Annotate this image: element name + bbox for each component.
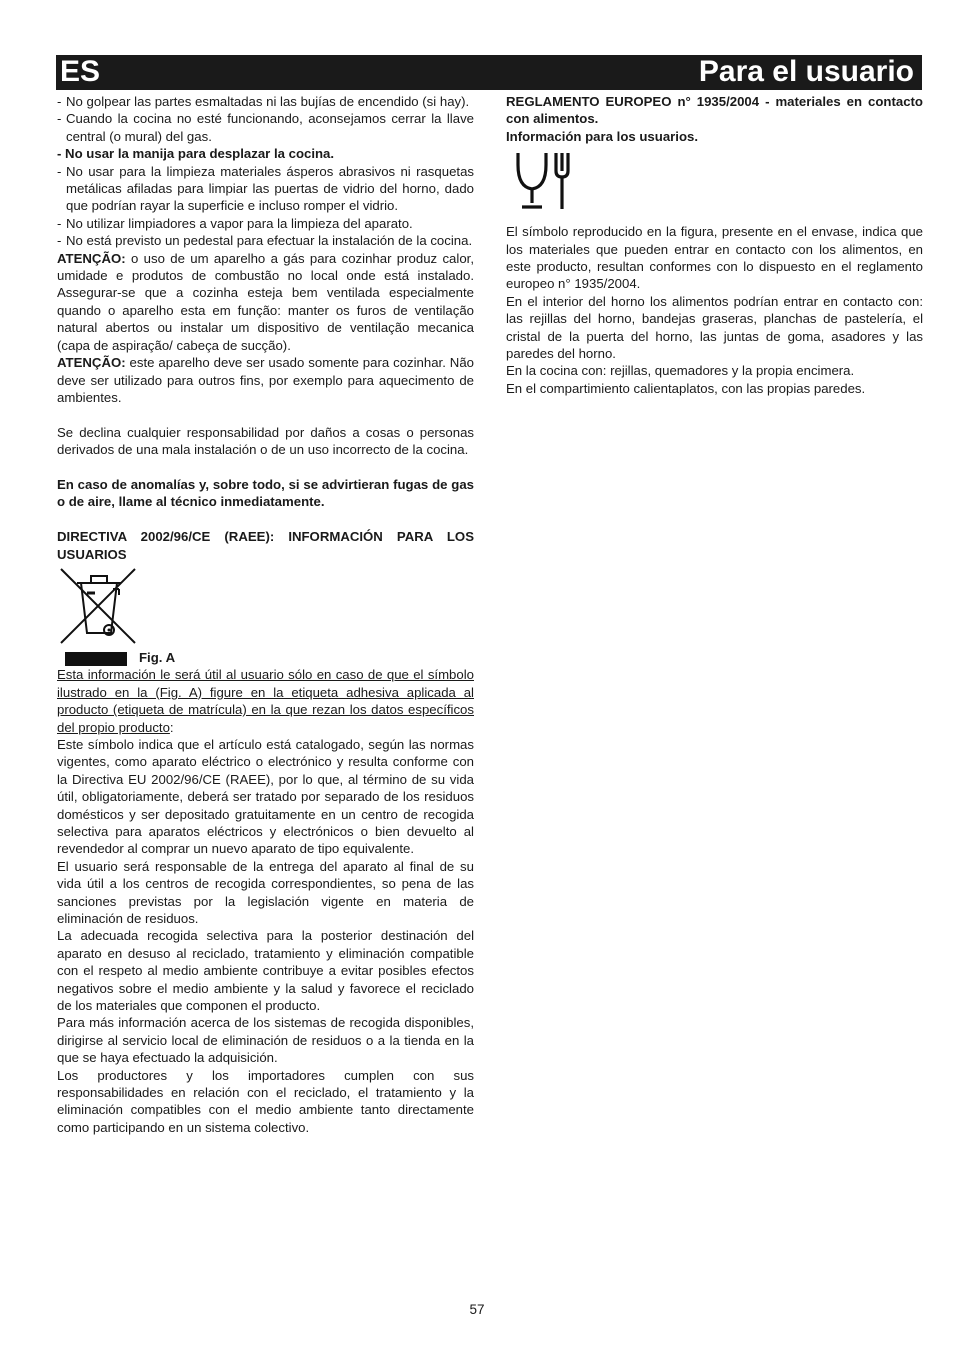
- atencao-label: ATENÇÃO:: [57, 250, 126, 266]
- body-paragraph: Los productores y los importadores cumplen con sus responsabilidades en relación con el reciclado, el tratamiento y la eliminación compatibles con el medio ambiente tanto directamente como participando en un sistema colectivo.: [57, 1067, 474, 1135]
- regulation-title: REGLAMENTO EUROPEO n° 1935/2004 - materiales en contacto con alimentos.: [506, 94, 923, 127]
- language-code: ES: [60, 55, 101, 88]
- list-item: - No utilizar limpiadores a vapor para la limpieza del aparato.: [57, 215, 474, 232]
- atencao-label: ATENÇÃO:: [57, 355, 126, 371]
- atencao-paragraph-2: [57, 354, 474, 406]
- body-paragraph: El símbolo reproducido en la figura, presente en el envase, indica que los materiales que pueden entrar en contacto con los alimentos, en este producto, resultan conformes con lo dispuesto en el reglamento europeo n° 1935/2004.: [506, 224, 923, 292]
- left-column: [57, 93, 474, 1136]
- body-paragraph: En el interior del horno los alimentos podrían entrar en contacto con: las rejillas del horno, bandejas graseras, planchas de pastelería, el cristal de la puerta del horno, las juntas de goma, asadores y las paredes del horno.: [506, 293, 923, 362]
- disclaimer-paragraph: Se declina cualquier responsabilidad por daños a cosas o personas derivados de una mala instalación o de un uso incorrecto de la cocina.: [57, 424, 474, 458]
- crossed-bin-icon: [59, 567, 139, 647]
- right-column: [506, 93, 923, 397]
- atencao-text: este aparelho deve ser usado somente para cozinhar. Não deve ser utilizado para outros fins, por exemplo para aquecimento de ambientes.: [57, 355, 474, 405]
- fig-a-caption: [57, 649, 474, 666]
- page-header: [56, 55, 922, 90]
- regulation-subtitle: Información para los usuarios.: [506, 128, 698, 144]
- black-bar-marker: [65, 652, 127, 666]
- body-paragraph: Para más información acerca de los sistemas de recogida disponibles, dirigirse al servicio local de eliminación de residuos o a la tienda en la que se haya efectuado la adquisición.: [57, 1015, 474, 1066]
- body-paragraph: En el compartimiento calientaplatos, con las propias paredes.: [506, 380, 866, 396]
- body-paragraph: Este símbolo indica que el artículo está catalogado, según las normas vigentes, como aparato eléctrico o electrónico y resulta conforme con la Directiva EU 2002/96/CE (RAEE), por lo que, al término de su vida útil, obligatoriamente, deberá ser tratado por separado de los residuos domésticos y ser depositado gratuitamente en un centro de recogida selectiva para aparatos eléctricos y electrónicos o bien devuelto al revendedor al comprar un nuevo aparato de tipo equivalente.: [57, 736, 474, 857]
- page-title: Para el usuario: [698, 55, 914, 88]
- list-item: - No golpear las partes esmaltadas ni las bujías de encendido (si hay).: [57, 93, 474, 110]
- body-paragraph: En la cocina con: rejillas, quemadores y la propia encimera.: [506, 363, 855, 379]
- body-paragraph: La adecuada recogida selectiva para la posterior destinación del aparato en desuso al reciclado, tratamiento y eliminación compatible con el respeto al medio ambiente contribuye a evitar posibles efectos negativos sobre el medio ambiente y la salud y favorece el reciclado de los materiales que componen el producto.: [57, 928, 474, 1014]
- underlined-paragraph: [57, 666, 474, 736]
- bold-list-item: - No usar la manija para desplazar la cocina.: [57, 146, 335, 162]
- list-item: - No está previsto un pedestal para efectuar la instalación de la cocina.: [57, 232, 474, 249]
- fig-label: Fig. A: [139, 649, 176, 665]
- directive-title: DIRECTIVA 2002/96/CE (RAEE): INFORMACIÓN PARA LOS USUARIOS: [57, 529, 474, 562]
- atencao-paragraph-1: [57, 250, 474, 354]
- glass-fork-icon: [514, 151, 574, 211]
- list-item: - No usar para la limpieza materiales ásperos abrasivos ni rasquetas metálicas afiladas para limpiar las puertas de vidrio del horno, dado que podrían rayar la superficie e incluso romper el vidrio.: [57, 163, 474, 215]
- warning-paragraph: En caso de anomalías y, sobre todo, si se advirtieran fugas de gas o de aire, llame al técnico inmediatamente.: [57, 476, 474, 510]
- page-number: 57: [469, 1302, 485, 1317]
- body-paragraph: El usuario será responsable de la entrega del aparato al final de su vida útil a los centros de recogida correspondientes, so pena de las sanciones previstas por la legislación vigente en materia de eliminación de residuos.: [57, 858, 474, 927]
- underlined-text: Esta información le será útil al usuario sólo en caso de que el símbolo ilustrado en la (Fig. A) figure en la etiqueta adhesiva aplicada al producto (etiqueta de matrícula) en la que rezan los datos específicos del propio producto: [57, 667, 474, 735]
- underlined-tail: :: [169, 719, 174, 735]
- atencao-text: o uso de um aparelho a gás para cozinhar produz calor, umidade e produtos de combustão no local onde está instalado. Assegurar-se que a cozinha esteja bem ventilada especialmente quando o aparelho esta em função: manter os furos de ventilação natural abertos ou instalar um dispositivo de ventilação mecanica (capa de aspiração/ cabeça de sucção).: [57, 250, 474, 353]
- list-item: - Cuando la cocina no esté funcionando, aconsejamos cerrar la llave central (o mural) del gas.: [57, 110, 474, 145]
